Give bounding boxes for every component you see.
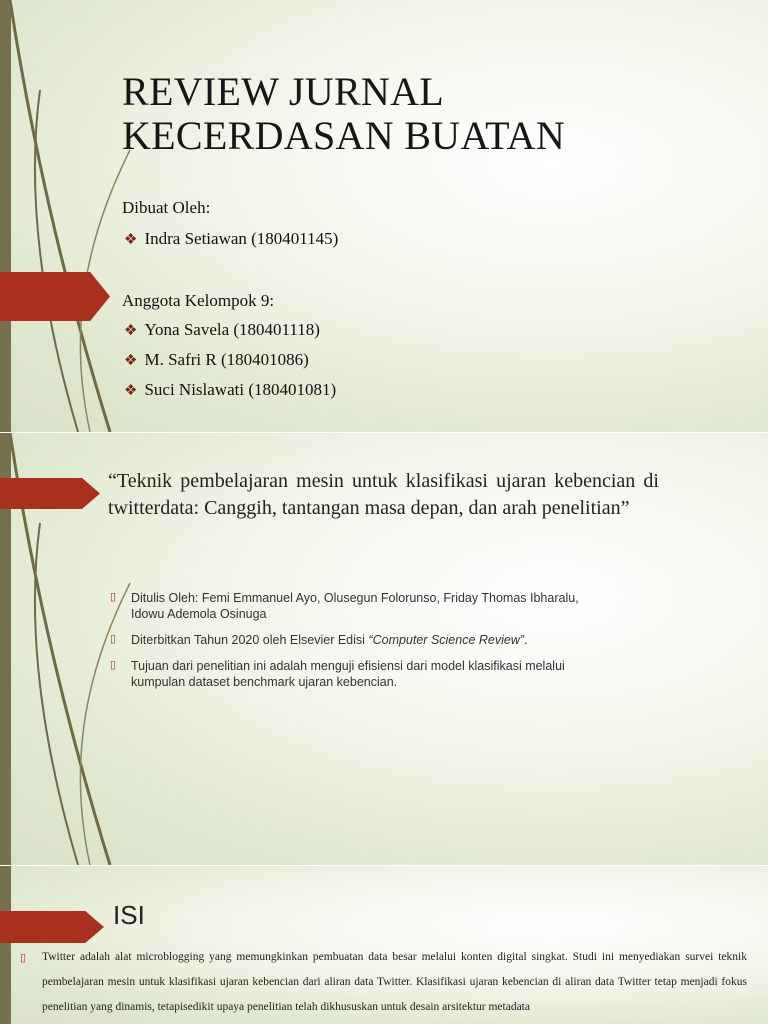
member-name: Suci Nislawati (180401081) [144,380,337,399]
page-title [122,70,565,158]
slide-title [0,0,768,432]
author-name: Indra Setiawan (180401145) [144,229,339,248]
member-item [124,320,320,340]
bullet-item [110,590,611,622]
edition-name: “Computer Science Review” [368,633,525,647]
accent-flag [0,478,100,509]
square-bullet-icon: ▯ [110,633,117,645]
bullet-item [110,658,611,690]
author-label: Dibuat Oleh: [122,198,211,217]
bullet-item [110,632,611,648]
diamond-bullet-icon: ❖ [124,323,138,339]
edition-tail: . [524,633,528,647]
square-bullet-icon: ▯ [110,659,117,671]
content-paragraph: Twitter adalah alat microblogging yang memungkinkan pembuatan data besar melalui konten digital singkat. Studi ini menyediakan survei teknik pembelajaran mesin untuk klasifikasi ujaran kebencian dari aliran data Twitter. Klasifikasi ujaran kebencian di aliran data Twitter tetap menjadi fokus penelitian yang dinamis, tetapisedikit upaya penelitian telah dikhususkan untuk desain arsitektur metadata [42,951,747,1013]
member-name: M. Safri R (180401086) [144,350,309,369]
accent-flag [0,272,110,321]
members-label: Anggota Kelompok 9: [122,291,275,310]
author-item [124,229,338,249]
member-item [124,380,336,400]
diamond-bullet-icon: ❖ [124,232,138,248]
slide-edge [0,866,11,1024]
square-bullet-icon: ▯ [20,952,27,964]
accent-flag [0,911,104,943]
purpose-text: Tujuan dari penelitian ini adalah menguji efisiensi dari model klasifikasi melalui kumpulan dataset benchmark ujaran kebencian. [131,659,565,689]
title-line-1: REVIEW JURNAL [122,69,445,114]
square-bullet-icon: ▯ [110,591,117,603]
title-line-2: KECERDASAN BUATAN [122,113,566,158]
section-heading: ISI [113,900,145,930]
journal-title-quote: “Teknik pembelajaran mesin untuk klasifikasi ujaran kebencian di twitterdata: Canggih, tantangan masa depan, dan arah penelitian” [108,470,659,519]
member-name: Yona Savela (180401118) [144,320,320,339]
published-text: Diterbitkan Tahun 2020 oleh Elsevier Edisi [131,633,365,647]
member-item [124,350,309,370]
authors-text: Ditulis Oleh: Femi Emmanuel Ayo, Olusegun Folorunso, Friday Thomas Ibharalu, Idowu Ademola Osinuga [131,591,579,621]
diamond-bullet-icon: ❖ [124,353,138,369]
diamond-bullet-icon: ❖ [124,383,138,399]
